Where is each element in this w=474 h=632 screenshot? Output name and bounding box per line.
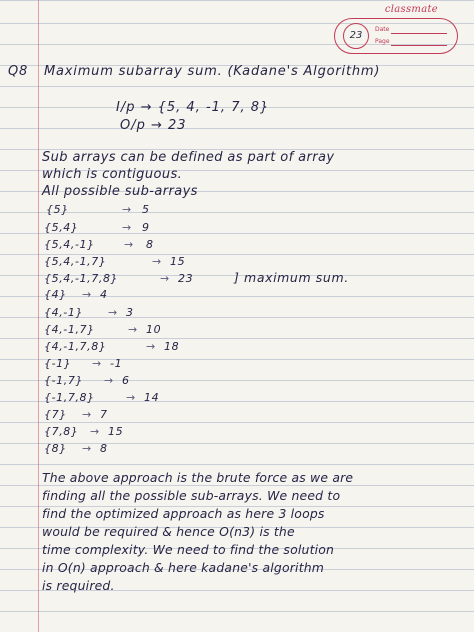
paragraph-line-7: is required. xyxy=(42,578,115,593)
subarray-set: {-1} xyxy=(44,357,72,370)
date-label: Date xyxy=(375,26,390,33)
subarray-sum: 15 xyxy=(108,425,124,438)
input-line: I/p → {5, 4, -1, 7, 8} xyxy=(116,100,270,115)
paragraph-line-3: find the optimized approach as here 3 loops xyxy=(42,506,325,521)
definition-line-3: All possible sub-arrays xyxy=(42,184,198,199)
subarray-sum: 14 xyxy=(144,391,160,404)
paragraph-line-2: finding all the possible sub-arrays. We need to xyxy=(42,488,341,503)
subarray-sum: 18 xyxy=(164,340,180,353)
subarray-set: {7} xyxy=(44,408,67,421)
arrow-icon: → xyxy=(122,203,132,216)
subarray-sum: 5 xyxy=(142,203,150,216)
paragraph-line-5: time complexity. We need to find the solution xyxy=(42,542,335,557)
subarray-set: {4,-1} xyxy=(44,306,84,319)
paragraph-line-1: The above approach is the brute force as we are xyxy=(42,470,354,485)
arrow-icon: → xyxy=(128,323,138,336)
definition-line-2: which is contiguous. xyxy=(42,167,183,182)
subarray-set: {5,4,-1,7,8} xyxy=(44,272,119,285)
subarray-set: {5,4} xyxy=(44,221,79,234)
subarray-sum: 15 xyxy=(170,255,186,268)
subarray-set: {-1,7,8} xyxy=(44,391,95,404)
subarray-set: {5,4,-1,7} xyxy=(44,255,107,268)
notebook-header xyxy=(330,4,460,54)
arrow-icon: → xyxy=(92,357,102,370)
header-box xyxy=(334,18,458,54)
subarray-set: {4,-1,7,8} xyxy=(44,340,107,353)
paragraph-line-6: in O(n) approach & here kadane's algorithm xyxy=(42,560,325,575)
page-line xyxy=(391,45,447,46)
subarray-sum: 7 xyxy=(100,408,108,421)
subarray-sum: 23 xyxy=(178,272,194,285)
question-number: Q8 xyxy=(8,64,29,79)
arrow-icon: → xyxy=(108,306,118,319)
arrow-icon: → xyxy=(82,442,92,455)
subarray-sum: 4 xyxy=(100,288,108,301)
arrow-icon: → xyxy=(82,408,92,421)
question-title: Maximum subarray sum. (Kadane's Algorithm) xyxy=(44,64,381,79)
margin-line xyxy=(38,0,39,632)
page-number: 23 xyxy=(343,23,369,49)
arrow-icon: → xyxy=(104,374,114,387)
arrow-icon: → xyxy=(122,221,132,234)
arrow-icon: → xyxy=(124,238,134,251)
output-line: O/p → 23 xyxy=(120,118,187,133)
subarray-set: {4,-1,7} xyxy=(44,323,95,336)
subarray-sum: -1 xyxy=(110,357,123,370)
arrow-icon: → xyxy=(152,255,162,268)
subarray-sum: 8 xyxy=(100,442,108,455)
subarray-set: {7,8} xyxy=(44,425,79,438)
arrow-icon: → xyxy=(146,340,156,353)
date-line xyxy=(391,33,447,34)
subarray-sum: 8 xyxy=(146,238,154,251)
definition-line-1: Sub arrays can be defined as part of array xyxy=(42,150,335,165)
subarray-sum: 3 xyxy=(126,306,134,319)
arrow-icon: → xyxy=(160,272,170,285)
subarray-set: {4} xyxy=(44,288,67,301)
subarray-sum: 10 xyxy=(146,323,162,336)
arrow-icon: → xyxy=(90,425,100,438)
maximum-sum-annotation: ] maximum sum. xyxy=(234,270,349,285)
brand-logo: classmate xyxy=(384,4,438,15)
subarray-set: {-1,7} xyxy=(44,374,84,387)
arrow-icon: → xyxy=(126,391,136,404)
subarray-sum: 6 xyxy=(122,374,130,387)
subarray-sum: 9 xyxy=(142,221,150,234)
subarray-set: {5,4,-1} xyxy=(44,238,95,251)
subarray-set: {5} xyxy=(46,203,69,216)
page-label: Page xyxy=(375,38,390,45)
paragraph-line-4: would be required & hence O(n3) is the xyxy=(42,524,295,539)
subarray-set: {8} xyxy=(44,442,67,455)
arrow-icon: → xyxy=(82,288,92,301)
